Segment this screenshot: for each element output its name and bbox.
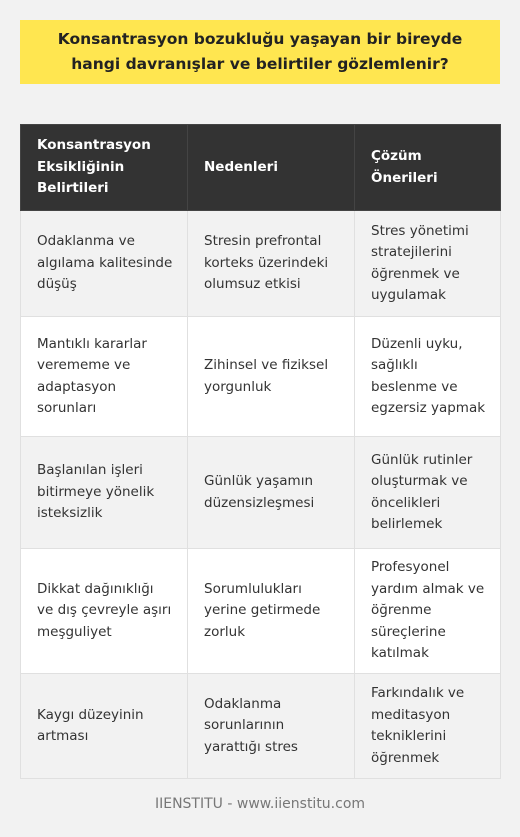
table-cell: Odaklanma sorunlarının yarattığı stres bbox=[188, 674, 355, 779]
table-row bbox=[21, 317, 501, 437]
info-table bbox=[20, 124, 501, 779]
table-cell: Stresin prefrontal korteks üzerindeki olumsuz etkisi bbox=[188, 211, 355, 317]
header-causes: Nedenleri bbox=[188, 125, 355, 211]
table-cell: Günlük yaşamın düzensizleşmesi bbox=[188, 437, 355, 549]
table-row bbox=[21, 674, 501, 779]
table-cell: Başlanılan işleri bitirmeye yönelik isteksizlik bbox=[21, 437, 188, 549]
table-cell: Farkındalık ve meditasyon tekniklerini öğrenmek bbox=[355, 674, 501, 779]
footer-credit: IIENSTITU - www.iienstitu.com bbox=[154, 796, 366, 812]
table-cell: Odaklanma ve algılama kalitesinde düşüş bbox=[21, 211, 188, 317]
header-solutions: Çözüm Önerileri bbox=[355, 125, 501, 211]
table-cell: Zihinsel ve fiziksel yorgunluk bbox=[188, 317, 355, 437]
table-row bbox=[21, 437, 501, 549]
table-cell: Düzenli uyku, sağlıklı beslenme ve egzersiz yapmak bbox=[355, 317, 501, 437]
table-header-row bbox=[21, 125, 501, 211]
header-symptoms: Konsantrasyon Eksikliğinin Belirtileri bbox=[21, 125, 188, 211]
table-cell: Günlük rutinler oluşturmak ve öncelikleri belirlemek bbox=[355, 437, 501, 549]
table-cell: Sorumlulukları yerine getirmede zorluk bbox=[188, 549, 355, 674]
table-row bbox=[21, 549, 501, 674]
table-cell: Stres yönetimi stratejilerini öğrenmek ve uygulamak bbox=[355, 211, 501, 317]
page-title: Konsantrasyon bozukluğu yaşayan bir bireyde hangi davranışlar ve belirtiler gözlemlenir? bbox=[20, 20, 500, 84]
table-cell: Kaygı düzeyinin artması bbox=[21, 674, 188, 779]
table-row bbox=[21, 211, 501, 317]
table-cell: Mantıklı kararlar verememe ve adaptasyon sorunları bbox=[21, 317, 188, 437]
table-cell: Profesyonel yardım almak ve öğrenme süreçlerine katılmak bbox=[355, 549, 501, 674]
table-cell: Dikkat dağınıklığı ve dış çevreyle aşırı meşguliyet bbox=[21, 549, 188, 674]
